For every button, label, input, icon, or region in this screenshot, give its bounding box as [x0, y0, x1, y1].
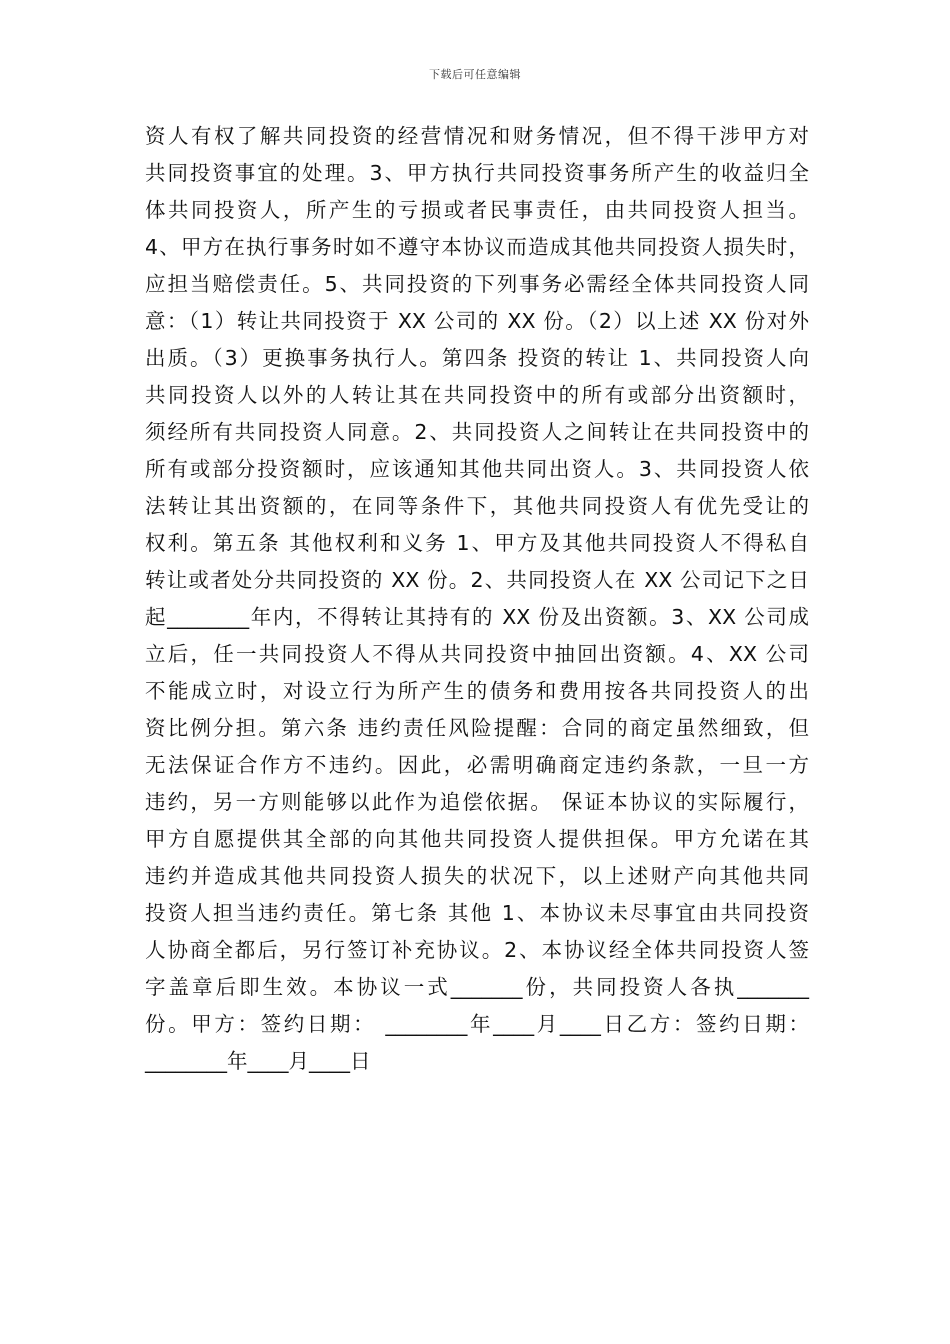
- text-line: 起________年内，不得转让其持有的 XX 份及出资额。3、XX 公司成: [145, 605, 809, 629]
- text-line: 立后，任一共同投资人不得从共同投资中抽回出资额。4、XX 公司: [145, 642, 809, 666]
- text-line: 人协商全都后，另行签订补充协议。2、本协议经全体共同投资人签: [145, 938, 809, 962]
- text-line: 所有或部分投资额时，应该通知其他共同出资人。3、共同投资人依: [145, 457, 809, 481]
- text-line: 体共同投资人，所产生的亏损或者民事责任，由共同投资人担当。: [145, 198, 809, 222]
- text-line: 4、甲方在执行事务时如不遵守本协议而造成其他共同投资人损失时，: [145, 235, 809, 259]
- text-line: 甲方自愿提供其全部的向其他共同投资人提供担保。甲方允诺在其: [145, 827, 809, 851]
- text-line: 资比例分担。第六条 违约责任风险提醒：合同的商定虽然细致，但: [145, 716, 809, 740]
- text-line: 共同投资事宜的处理。3、甲方执行共同投资事务所产生的收益归全: [145, 161, 809, 185]
- text-line: 违约，另一方则能够以此作为追偿依据。 保证本协议的实际履行，: [145, 790, 809, 814]
- text-line: 字盖章后即生效。本协议一式_______份，共同投资人各执_______: [145, 975, 809, 999]
- text-line: 转让或者处分共同投资的 XX 份。2、共同投资人在 XX 公司记下之日: [145, 568, 809, 592]
- text-line: 共同投资人以外的人转让其在共同投资中的所有或部分出资额时，: [145, 383, 809, 407]
- text-line: 份。甲方：签约日期： ________年____月____日乙方：签约日期：: [145, 1012, 809, 1036]
- body-text: [145, 118, 809, 1080]
- text-line: 不能成立时，对设立行为所产生的债务和费用按各共同投资人的出: [145, 679, 809, 703]
- text-line: 意：（1）转让共同投资于 XX 公司的 XX 份。（2）以上述 XX 份对外: [145, 309, 809, 333]
- text-line: 法转让其出资额的，在同等条件下，其他共同投资人有优先受让的: [145, 494, 809, 518]
- text-line: ________年____月____日: [145, 1049, 371, 1073]
- text-line: 投资人担当违约责任。第七条 其他 1、本协议未尽事宜由共同投资: [145, 901, 809, 925]
- text-line: 无法保证合作方不违约。因此，必需明确商定违约条款，一旦一方: [145, 753, 809, 777]
- text-line: 须经所有共同投资人同意。2、共同投资人之间转让在共同投资中的: [145, 420, 809, 444]
- text-line: 权利。第五条 其他权利和义务 1、甲方及其他共同投资人不得私自: [145, 531, 809, 555]
- text-line: 资人有权了解共同投资的经营情况和财务情况，但不得干涉甲方对: [145, 124, 809, 148]
- text-line: 出质。（3）更换事务执行人。第四条 投资的转让 1、共同投资人向: [145, 346, 809, 370]
- text-line: 违约并造成其他共同投资人损失的状况下，以上述财产向其他共同: [145, 864, 809, 888]
- page-header: 下载后可任意编辑: [429, 68, 521, 81]
- text-line: 应担当赔偿责任。5、共同投资的下列事务必需经全体共同投资人同: [145, 272, 809, 296]
